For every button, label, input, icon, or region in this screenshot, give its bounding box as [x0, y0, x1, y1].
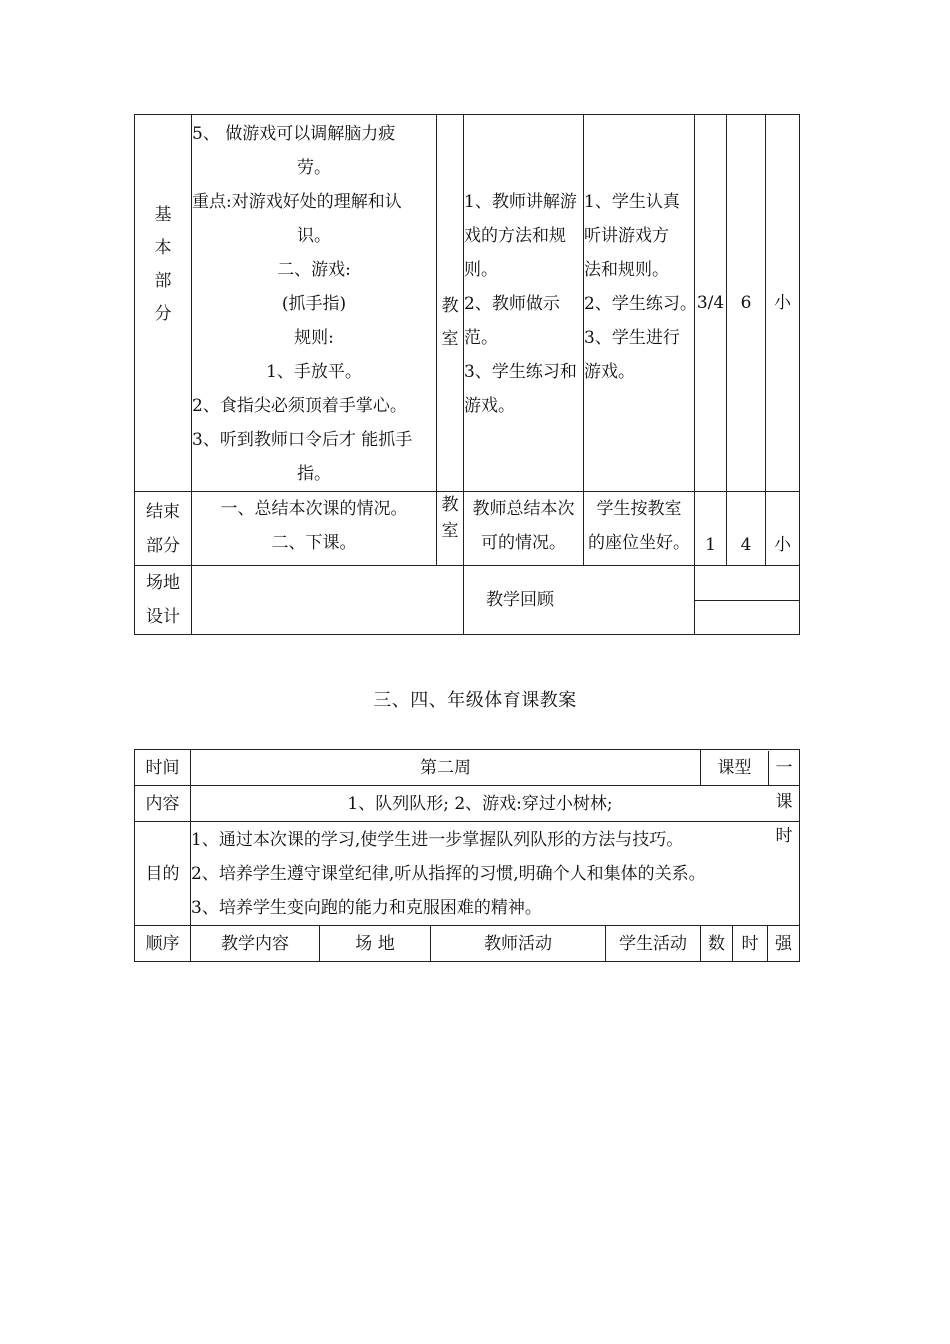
basic-part-venue-text — [437, 290, 463, 356]
ending-part-teacher-line: 教师总结本次 — [472, 499, 575, 519]
ending-part-content — [192, 492, 437, 566]
ending-part-teacher-activity — [464, 492, 584, 566]
lesson-plan-table-1 — [134, 114, 800, 635]
content-label: 内容 — [135, 786, 191, 822]
basic-part-student-line: 1、学生认真 — [584, 192, 680, 212]
basic-part-label — [135, 115, 192, 492]
goal-line: 1、通过本次课的学习,使学生进一步掌握队列队形的方法与技巧。 — [191, 829, 684, 850]
goal-list — [191, 822, 800, 926]
basic-part-content-line: 2、食指尖必须顶着手掌心。 — [192, 396, 407, 416]
goal-line: 2、培养学生遵守课堂纪律,听从指挥的习惯,明确个人和集体的关系。 — [191, 863, 706, 884]
lesson-type-value: 一课时 — [775, 757, 793, 846]
ending-part-teacher-lines — [464, 492, 583, 560]
content-row — [135, 786, 800, 822]
header-row — [135, 926, 800, 962]
venue-design-row-top — [135, 566, 800, 601]
lesson-plan-table-2 — [134, 749, 800, 962]
goal-row — [135, 822, 800, 926]
basic-part-student-lines — [584, 185, 697, 389]
goal-label: 目的 — [135, 822, 191, 926]
teaching-review-label: 教学回顾 — [464, 566, 695, 635]
basic-part-venue — [437, 115, 464, 492]
basic-part-student-line: 2、学生练习。 — [584, 294, 697, 314]
ending-part-student-lines — [584, 492, 694, 560]
content-value: 1、队列队形; 2、游戏:穿过小树林; — [191, 786, 800, 822]
basic-part-teacher-activity — [464, 115, 584, 492]
basic-part-student-line: 3、学生进行 — [584, 328, 680, 348]
lesson-type-cells — [701, 750, 800, 846]
ending-part-student-line: 学生按教室 — [596, 499, 682, 519]
ending-part-content-lines — [192, 492, 436, 560]
header-cell: 强 — [768, 926, 800, 962]
basic-part-content-line: 5、 做游戏可以调解脑力疲 — [192, 124, 396, 144]
venue-design-label-line: 场地 — [146, 573, 180, 593]
basic-part-teacher-line: 3、学生练习和 — [464, 362, 577, 382]
teaching-review-cell-1 — [695, 566, 800, 601]
ending-part-student-line: 的座位坐好。 — [588, 533, 690, 553]
basic-part-section-char: 分 — [154, 304, 172, 324]
basic-part-content-line: 指。 — [297, 464, 331, 484]
header-cell: 顺序 — [135, 926, 191, 962]
header-cell: 教师活动 — [431, 926, 606, 962]
basic-part-content-lines — [192, 117, 436, 491]
basic-part-section-char: 本 — [154, 238, 172, 258]
ending-part-time: 4 — [727, 492, 766, 566]
basic-part-student-line: 法和规则。 — [584, 260, 669, 280]
goal-line: 3、培养学生变向跑的能力和克服困难的精神。 — [191, 897, 542, 918]
ending-part-section-line: 结束 — [146, 501, 180, 522]
ending-part-row — [135, 492, 800, 566]
basic-part-student-activity — [584, 115, 695, 492]
basic-part-intensity: 小 — [766, 115, 800, 492]
week-value: 第二周 — [191, 750, 701, 786]
ending-part-intensity: 小 — [766, 492, 800, 566]
basic-part-teacher-line: 戏的方法和规 — [464, 226, 566, 246]
lesson-type-label-cell: 课型 — [701, 751, 769, 785]
time-row — [135, 750, 800, 786]
header-cell: 教学内容 — [191, 926, 320, 962]
basic-part-content — [192, 115, 437, 492]
basic-part-content-line: 规则: — [294, 328, 334, 348]
header-cell: 学生活动 — [606, 926, 701, 962]
teaching-review-cell-2 — [695, 600, 800, 635]
header-cell: 时 — [733, 926, 768, 962]
ending-part-label — [135, 492, 192, 566]
basic-part-teacher-line: 1、教师讲解游 — [464, 192, 577, 212]
basic-part-teacher-line: 则。 — [464, 260, 498, 280]
goal-lines — [191, 823, 799, 925]
basic-part-section-char: 部 — [154, 271, 172, 291]
ending-part-venue-line: 室 — [441, 521, 459, 541]
basic-part-section-text — [135, 199, 191, 331]
venue-design-label-line: 设计 — [146, 607, 180, 627]
basic-part-venue-char: 室 — [441, 329, 459, 349]
basic-part-content-line: 1、手放平。 — [266, 362, 362, 382]
basic-part-section-char: 基 — [154, 205, 172, 225]
basic-part-content-line: 劳。 — [297, 158, 331, 178]
ending-part-section-line: 部分 — [146, 535, 180, 556]
basic-part-teacher-line: 范。 — [464, 328, 498, 348]
basic-part-content-line: (抓手指) — [281, 294, 347, 314]
ending-part-venue-line: 教 — [441, 495, 459, 515]
basic-part-content-line: 3、听到教师口令后才 能抓手 — [192, 430, 413, 450]
basic-part-time: 6 — [727, 115, 766, 492]
ending-part-content-line: 二、下课。 — [271, 533, 357, 553]
basic-part-student-line: 游戏。 — [584, 362, 635, 382]
ending-part-student-activity — [584, 492, 695, 566]
basic-part-content-line: 识。 — [297, 226, 331, 246]
time-label: 时间 — [135, 750, 191, 786]
basic-part-content-line: 二、游戏: — [277, 260, 351, 280]
basic-part-row — [135, 115, 800, 492]
ending-part-section-lines — [135, 495, 191, 563]
basic-part-count: 3/4 — [695, 115, 727, 492]
venue-design-label-lines — [135, 566, 191, 634]
ending-part-content-line: 一、总结本次课的情况。 — [220, 499, 408, 519]
ending-part-count: 1 — [695, 492, 727, 566]
header-cell: 数 — [701, 926, 733, 962]
basic-part-teacher-lines — [464, 185, 583, 423]
basic-part-student-line: 听讲游戏方 — [584, 226, 669, 246]
venue-design-label — [135, 566, 192, 635]
basic-part-teacher-line: 游戏。 — [464, 396, 515, 416]
venue-design-area — [192, 566, 464, 635]
basic-part-venue-char: 教 — [441, 296, 459, 316]
basic-part-teacher-line: 2、教师做示 — [464, 294, 560, 314]
header-cell: 场 地 — [320, 926, 431, 962]
ending-part-teacher-line: 可的情况。 — [481, 533, 566, 553]
ending-part-venue — [437, 492, 464, 566]
lesson-plan-title: 三、四、年级体育课教案 — [373, 690, 577, 711]
ending-part-venue-lines — [437, 492, 463, 544]
basic-part-content-line: 重点:对游戏好处的理解和认 — [192, 192, 402, 212]
